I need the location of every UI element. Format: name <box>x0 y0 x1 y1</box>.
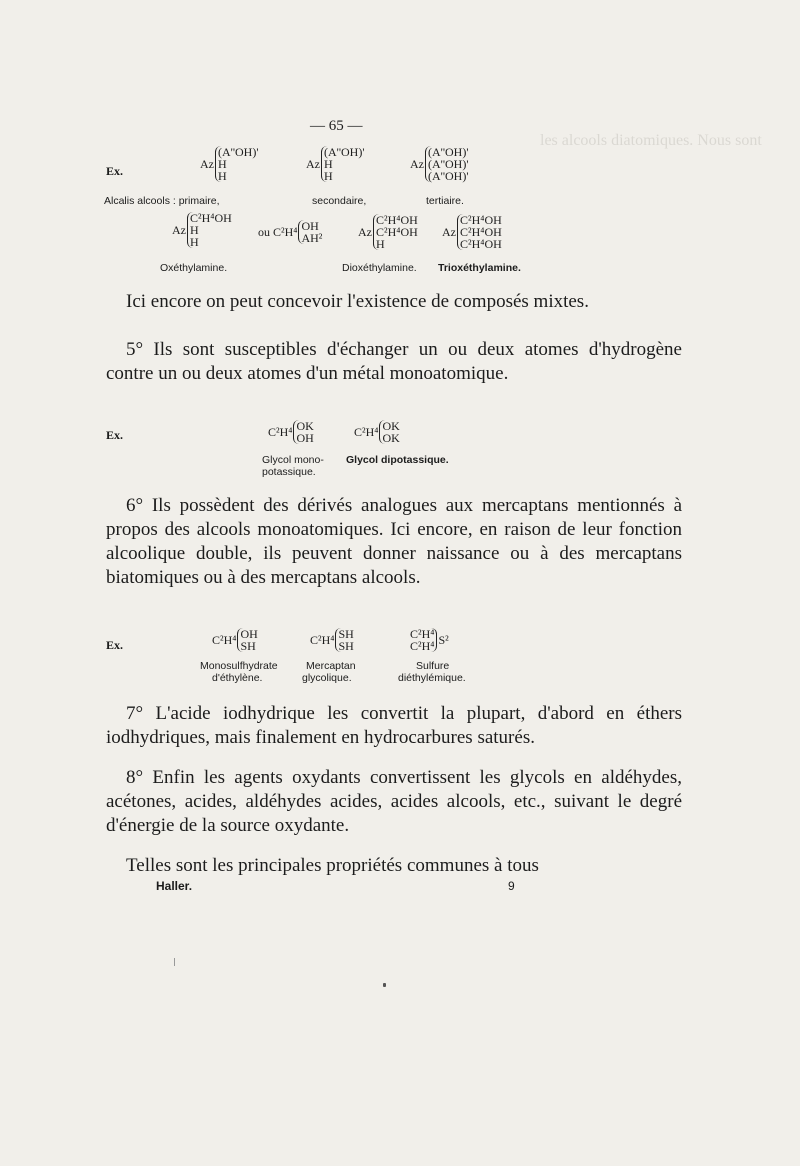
example-label: Ex. <box>106 638 124 652</box>
caption-sulfure-2: diéthylémique. <box>398 672 466 684</box>
paper-speck <box>383 983 386 987</box>
paper-speck <box>174 958 175 966</box>
caption-primary: Alcalis alcools : primaire, <box>104 195 220 207</box>
caption-trioxethylamine: Trioxéthylamine. <box>438 262 521 274</box>
bleed-through-text: les alcools diatomiques. Nous sont <box>540 132 762 149</box>
formula-glycol-dipotassium: C²H⁴ OK OK <box>354 419 400 445</box>
caption-monosulfhydrate: Monosulfhydrate <box>200 660 278 672</box>
caption-oxethylamine: Oxéthylamine. <box>160 262 228 274</box>
formula-dioxethylamine: Az C²H⁴OH C²H⁴OH H <box>358 213 418 251</box>
formula-trioxethylamine: Az C²H⁴OH C²H⁴OH C²H⁴OH <box>442 213 502 251</box>
formula-primary-alcohol-amine: Az (A''OH)' H H <box>200 145 259 183</box>
caption-tertiary: tertiaire. <box>426 195 464 207</box>
formula-monosulfhydrate: C²H⁴ OH SH <box>212 627 258 653</box>
formula-secondary-alcohol-amine: Az (A''OH)' H H <box>306 145 365 183</box>
caption-glycol-di: Glycol dipotassique. <box>346 454 449 466</box>
signature-mark: 9 <box>508 879 515 893</box>
paragraph-mercaptans: 6° Ils possèdent des dérivés analogues aux mercaptans mentionnés à propos des alcools monoatomiques. Ici encore, en raison de leur fonction alcoolique double, ils peuvent donner naissance ou à des mercaptans biatomiques ou à des mercaptans alcools. <box>106 495 682 588</box>
formula-oxethylamine-alt: ou C²H⁴ OH AH² <box>258 219 323 245</box>
paragraph-mixed-compounds: Ici encore on peut concevoir l'existence de composés mixtes. <box>126 291 589 312</box>
footer-author: Haller. <box>156 879 193 893</box>
paragraph-metal-exchange: 5° Ils sont susceptibles d'échanger un ou deux atomes d'hydrogène contre un ou deux atomes d'un métal monoatomique. <box>106 339 682 384</box>
caption-glycol-mono: Glycol mono- <box>262 454 324 466</box>
caption-monosulfhydrate-2: d'éthylène. <box>212 672 263 684</box>
example-label: Ex. <box>106 164 124 178</box>
formula-sulfure: C²H⁴ C²H⁴ S² <box>410 627 449 653</box>
formula-oxethylamine: Az C²H⁴OH H H <box>172 211 232 249</box>
caption-glycol-mono-2: potassique. <box>262 466 316 478</box>
caption-dioxethylamine: Dioxéthylamine. <box>342 262 417 274</box>
caption-sulfure: Sulfure <box>416 660 450 672</box>
page-number: — 65 — <box>310 118 363 134</box>
caption-mercaptan-2: glycolique. <box>302 672 352 684</box>
caption-mercaptan: Mercaptan <box>306 660 356 672</box>
paragraph-properties: Telles sont les principales propriétés communes à tous <box>126 855 539 876</box>
paragraph-oxidants: 8° Enfin les agents oxydants convertissent les glycols en aldéhydes, acétones, acides, aldéhydes acides, acides alcools, etc., suivant le degré d'énergie de la source oxydante. <box>106 767 682 836</box>
example-label: Ex. <box>106 428 124 442</box>
formula-glycol-monopotassium: C²H⁴ OK OH <box>268 419 314 445</box>
caption-secondary: secondaire, <box>312 195 367 207</box>
paragraph-iodhydric-acid: 7° L'acide iodhydrique les convertit la plupart, d'abord en éthers iodhydriques, mais finalement en hydrocarbures saturés. <box>106 703 682 748</box>
formula-mercaptan-glycolique: C²H⁴ SH SH <box>310 627 354 653</box>
formula-tertiary-alcohol-amine: Az (A''OH)' (A''OH)' (A''OH)' <box>410 145 469 183</box>
